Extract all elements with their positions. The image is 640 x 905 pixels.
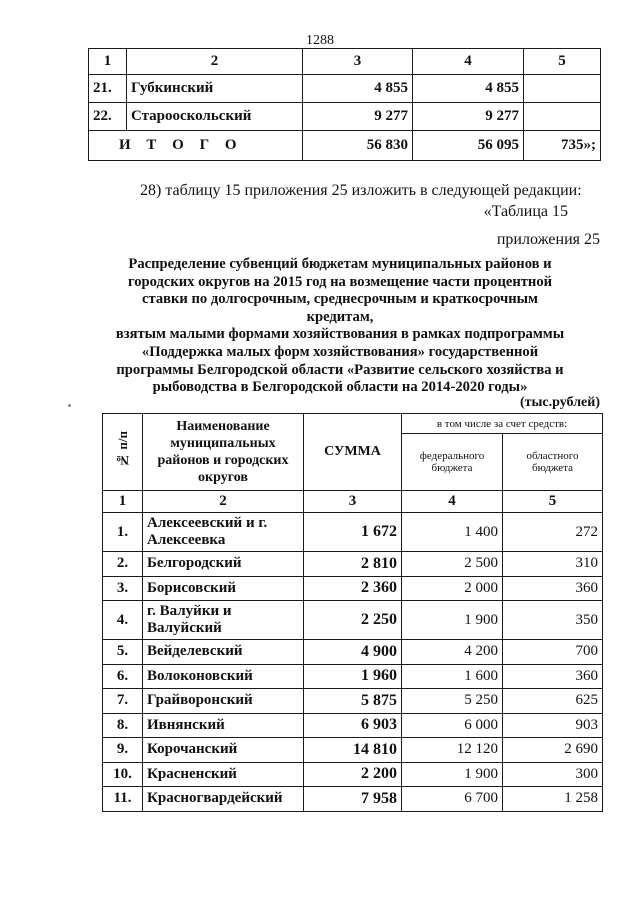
federal-cell: 12 120 [402, 738, 503, 763]
table-row [103, 664, 603, 689]
sum-cell: 2 810 [304, 552, 402, 577]
header-sum: СУММА [304, 414, 402, 491]
row-number: 8. [103, 713, 143, 738]
sum-cell: 1 960 [304, 664, 402, 689]
regional-cell: 360 [503, 664, 603, 689]
district-name: Алексеевский и г. Алексеевка [143, 513, 304, 552]
table-caption: «Таблица 15 [483, 203, 568, 220]
appendix-caption: приложения 25 [496, 231, 600, 248]
total-sum: 56 830 [303, 131, 413, 161]
row-number: 4. [103, 601, 143, 640]
table-row [103, 513, 603, 552]
row-number: 10. [103, 762, 143, 787]
table-row [89, 75, 601, 103]
header-number-row [103, 491, 603, 513]
regional-cell: 310 [503, 552, 603, 577]
row-number: 21. [89, 75, 127, 103]
sum-cell: 2 200 [304, 762, 402, 787]
total-regional: 735»; [524, 131, 601, 161]
table-row [103, 713, 603, 738]
federal-cell: 1 600 [402, 664, 503, 689]
table-row [103, 640, 603, 665]
regional-cell: 272 [503, 513, 603, 552]
row-number: 7. [103, 689, 143, 714]
regional-cell: 903 [503, 713, 603, 738]
regional-cell: 360 [503, 576, 603, 601]
table-row [103, 762, 603, 787]
row-number: 6. [103, 664, 143, 689]
instruction-text: 28) таблицу 15 приложения 25 изложить в следующей редакции: [140, 182, 582, 199]
district-name: Красногвардейский [143, 787, 304, 812]
title-line: городских округов на 2015 год на возмещение части процентной [127, 273, 553, 290]
row-number: 2. [103, 552, 143, 577]
header-regional: областного бюджета [503, 434, 603, 491]
title-line: Распределение субвенций бюджетам муниципальных районов и [128, 256, 552, 272]
top-table-header-row [89, 49, 601, 75]
table-row [103, 689, 603, 714]
row-number: 22. [89, 103, 127, 131]
top-header-cell: 2 [127, 49, 303, 75]
district-name: Корочанский [143, 738, 304, 763]
district-name: Волоконовский [143, 664, 304, 689]
district-name: Вейделевский [143, 640, 304, 665]
federal-cell: 4 200 [402, 640, 503, 665]
district-name: Ивнянский [143, 713, 304, 738]
sum-cell: 7 958 [304, 787, 402, 812]
district-name: Борисовский [143, 576, 304, 601]
district-name: Старооскольский [127, 103, 303, 131]
sum-cell: 4 900 [304, 640, 402, 665]
top-header-cell: 5 [524, 49, 601, 75]
federal-cell: 1 900 [402, 762, 503, 787]
federal-cell: 6 700 [402, 787, 503, 812]
header-including: в том числе за счет средств: [402, 414, 603, 434]
regional-cell: 2 690 [503, 738, 603, 763]
header-num [103, 414, 143, 491]
main-header-row [103, 414, 603, 434]
district-name: Красненский [143, 762, 304, 787]
regional-cell: 1 258 [503, 787, 603, 812]
sum-cell: 2 250 [304, 601, 402, 640]
header-number-cell: 5 [503, 491, 603, 513]
scan-speck [68, 404, 71, 407]
row-number: 3. [103, 576, 143, 601]
regional-cell [524, 75, 601, 103]
table-row [103, 576, 603, 601]
total-row [89, 131, 601, 161]
district-name: Белгородский [143, 552, 304, 577]
sum-cell: 5 875 [304, 689, 402, 714]
district-name: Губкинский [127, 75, 303, 103]
top-table [88, 48, 601, 161]
federal-cell: 1 400 [402, 513, 503, 552]
top-header-cell: 3 [303, 49, 413, 75]
title-line: ставки по долгосрочным, среднесрочным и краткосрочным кредитам, [142, 291, 538, 325]
federal-cell: 5 250 [402, 689, 503, 714]
regional-cell: 700 [503, 640, 603, 665]
federal-cell: 9 277 [413, 103, 524, 131]
title-line: «Поддержка малых форм хозяйствования» государственной [141, 343, 539, 360]
header-number-cell: 1 [103, 491, 143, 513]
table-row [103, 601, 603, 640]
document-title [110, 256, 570, 397]
main-table-body [103, 513, 603, 812]
header-number-cell: 3 [304, 491, 402, 513]
sum-cell: 9 277 [303, 103, 413, 131]
regional-cell: 350 [503, 601, 603, 640]
sum-cell: 2 360 [304, 576, 402, 601]
top-header-cell: 4 [413, 49, 524, 75]
sum-cell: 4 855 [303, 75, 413, 103]
sum-cell: 6 903 [304, 713, 402, 738]
table-row [89, 103, 601, 131]
page-number: 1288 [306, 33, 334, 48]
district-name: Грайворонский [143, 689, 304, 714]
row-number: 1. [103, 513, 143, 552]
row-number: 11. [103, 787, 143, 812]
federal-cell: 6 000 [402, 713, 503, 738]
title-line: взятым малыми формами хозяйствования в рамках подпрограммы [115, 326, 565, 343]
regional-cell: 300 [503, 762, 603, 787]
table-row [103, 787, 603, 812]
header-number-cell: 4 [402, 491, 503, 513]
main-table [102, 413, 603, 812]
federal-cell: 2 000 [402, 576, 503, 601]
sum-cell: 1 672 [304, 513, 402, 552]
total-federal: 56 095 [413, 131, 524, 161]
header-federal: федерального бюджета [402, 434, 503, 491]
header-name: Наименование муниципальных районов и городских округов [143, 414, 304, 491]
table-row [103, 738, 603, 763]
sum-cell: 14 810 [304, 738, 402, 763]
title-line: рыбоводства в Белгородской области на 2014-2020 годы» [152, 379, 528, 396]
table-row [103, 552, 603, 577]
header-num-text: № п/п [114, 431, 130, 468]
top-header-cell: 1 [89, 49, 127, 75]
federal-cell: 2 500 [402, 552, 503, 577]
federal-cell: 4 855 [413, 75, 524, 103]
regional-cell [524, 103, 601, 131]
regional-cell: 625 [503, 689, 603, 714]
district-name: г. Валуйки и Валуйский [143, 601, 304, 640]
federal-cell: 1 900 [402, 601, 503, 640]
row-number: 5. [103, 640, 143, 665]
total-label: И Т О Г О [89, 131, 303, 161]
header-number-cell: 2 [143, 491, 304, 513]
title-line: программы Белгородской области «Развитие сельского хозяйства и [116, 361, 564, 378]
units-label: (тыс.рублей) [519, 395, 600, 410]
row-number: 9. [103, 738, 143, 763]
